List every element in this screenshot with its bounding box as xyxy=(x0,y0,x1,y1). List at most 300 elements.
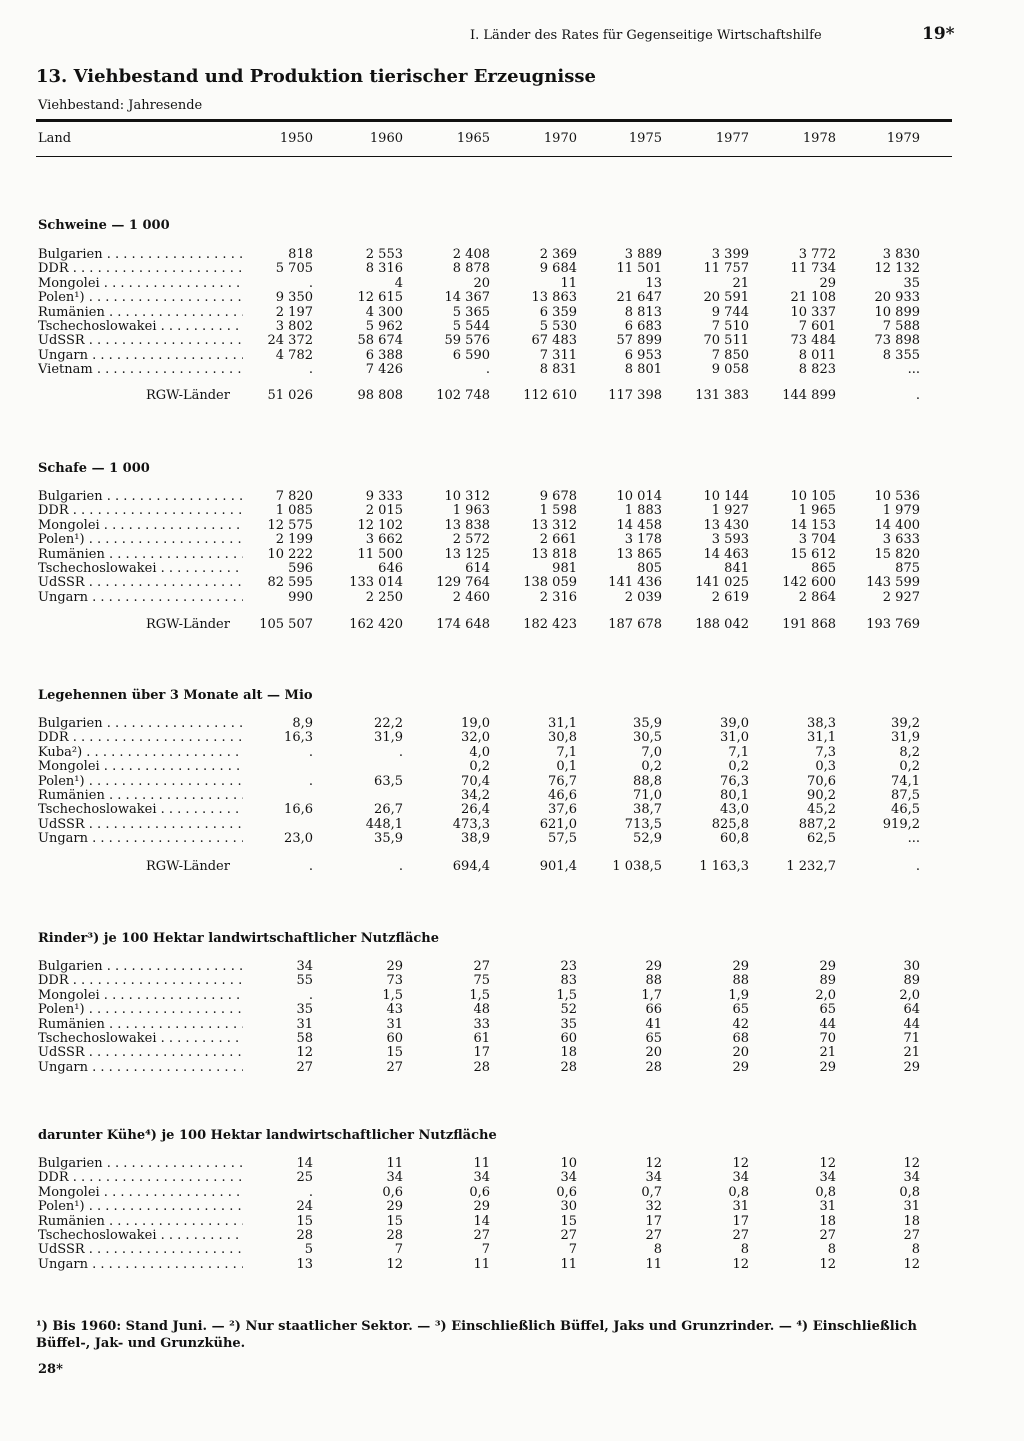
table-row xyxy=(0,1243,1024,1257)
table-cell: 596 xyxy=(288,561,313,576)
table-cell: 34 xyxy=(819,1170,836,1186)
table-cell: 1,9 xyxy=(728,987,749,1003)
table-cell: 8 831 xyxy=(539,362,577,378)
country-label: Vietnam . . . xyxy=(38,363,243,377)
table-cell: 8 801 xyxy=(624,362,662,378)
table-cell: 31,9 xyxy=(374,730,403,746)
table-cell: 3 830 xyxy=(882,247,920,262)
table-row xyxy=(0,803,1024,817)
table-cell: 3 593 xyxy=(711,532,749,548)
table-cell: 5 xyxy=(304,1242,313,1258)
table-cell: 14 367 xyxy=(444,290,490,306)
country-label: Mongolei . . . xyxy=(38,760,243,774)
table-cell: 5 365 xyxy=(452,304,490,320)
country-label: Rumänien . . . xyxy=(38,548,243,562)
country-label: Rumänien . . . xyxy=(38,306,243,320)
table-cell: . xyxy=(398,744,403,760)
table-row xyxy=(0,731,1024,745)
table-cell: 3 704 xyxy=(798,532,836,548)
table-cell: 0,7 xyxy=(641,1184,662,1200)
total-cell: . xyxy=(308,859,313,874)
table-cell: 61 xyxy=(473,1031,490,1046)
total-cell: 98 808 xyxy=(357,388,403,403)
table-cell: 818 xyxy=(288,247,313,262)
table-cell: 14 xyxy=(296,1156,313,1171)
table-cell: 34 xyxy=(903,1170,920,1186)
table-cell: 7 xyxy=(481,1242,490,1258)
table-cell: 8 316 xyxy=(365,261,403,277)
table-cell: 12 xyxy=(296,1045,313,1061)
country-label: Mongolei . . . xyxy=(38,277,243,291)
table-cell: 10 144 xyxy=(703,489,749,504)
table-cell: 3 399 xyxy=(711,247,749,262)
page-number: 19* xyxy=(922,24,955,44)
table-cell: 16,3 xyxy=(284,730,313,746)
table-cell: 45,2 xyxy=(807,802,836,818)
table-cell: 4,0 xyxy=(469,744,490,760)
table-cell: 44 xyxy=(903,1016,920,1032)
table-cell: 60,8 xyxy=(720,831,749,847)
table-cell: 2 460 xyxy=(452,589,490,605)
table-cell: 9 058 xyxy=(711,362,749,378)
country-label: Mongolei . . . xyxy=(38,519,243,533)
table-cell: 3 889 xyxy=(624,247,662,262)
table-cell: 75 xyxy=(473,973,490,989)
table-row xyxy=(0,320,1024,334)
table-cell: 90,2 xyxy=(807,788,836,803)
table-cell: 33 xyxy=(473,1016,490,1032)
table-cell: 26,4 xyxy=(461,802,490,818)
table-cell: 15 xyxy=(560,1213,577,1229)
table-cell: . xyxy=(308,773,313,789)
table-cell: 55 xyxy=(296,973,313,989)
total-label: RGW-Länder xyxy=(146,388,230,403)
table-cell: 4 782 xyxy=(275,347,313,363)
table-row xyxy=(0,775,1024,789)
table-cell: . xyxy=(485,362,490,378)
table-cell: 34 xyxy=(560,1170,577,1186)
table-cell: 5 962 xyxy=(365,319,403,334)
table-cell: 11 734 xyxy=(790,261,836,277)
table-cell: 825,8 xyxy=(711,816,749,832)
table-cell: 2 619 xyxy=(711,589,749,605)
table-row xyxy=(0,591,1024,605)
table-cell: 3 802 xyxy=(275,319,313,334)
table-cell: 12 xyxy=(819,1256,836,1272)
column-header-year: 1970 xyxy=(543,131,577,146)
table-cell: 10 222 xyxy=(267,546,313,562)
table-cell: 10 536 xyxy=(874,489,920,504)
country-label: UdSSR . . . xyxy=(38,1243,243,1257)
table-cell: 35,9 xyxy=(633,716,662,731)
total-cell: 102 748 xyxy=(436,388,490,403)
table-cell: 7,1 xyxy=(728,744,749,760)
total-cell: 1 038,5 xyxy=(612,859,662,874)
table-cell: 23 xyxy=(560,959,577,974)
table-cell: 15 820 xyxy=(874,546,920,562)
table-row xyxy=(0,291,1024,305)
table-cell: 1 979 xyxy=(882,503,920,519)
country-label: DDR . . . xyxy=(38,262,243,276)
country-label: Polen¹) . . . xyxy=(38,1200,243,1214)
table-cell: 46,6 xyxy=(548,788,577,803)
table-subtitle: Viehbestand: Jahresende xyxy=(38,98,203,113)
table-row xyxy=(0,504,1024,518)
country-label: UdSSR . . . xyxy=(38,818,243,832)
table-cell: 11 757 xyxy=(703,261,749,277)
table-cell: ... xyxy=(907,362,920,378)
table-cell: 20 591 xyxy=(703,290,749,306)
table-cell: 21 xyxy=(819,1045,836,1061)
table-cell: 8 xyxy=(911,1242,920,1258)
table-cell: 31,0 xyxy=(720,730,749,746)
table-cell: 1 085 xyxy=(275,503,313,519)
country-label: Bulgarien . . . xyxy=(38,717,243,731)
table-row xyxy=(0,818,1024,832)
table-row xyxy=(0,1157,1024,1171)
country-label: Mongolei . . . xyxy=(38,1186,243,1200)
country-label: UdSSR . . . xyxy=(38,576,243,590)
table-cell: 12 xyxy=(386,1256,403,1272)
table-cell: 29 xyxy=(903,1059,920,1075)
footnotes: ¹) Bis 1960: Stand Juni. — ²) Nur staatlicher Sektor. — ³) Einschließlich Büffel, Jaks und Grunzrinder. — ⁴) Einschließlich Büffel-, Jak- und Grunzkühe. xyxy=(36,1319,917,1351)
table-cell: 8 813 xyxy=(624,304,662,320)
table-cell: 13 863 xyxy=(531,290,577,306)
table-cell: 73 484 xyxy=(790,333,836,349)
table-cell: 141 025 xyxy=(695,575,749,591)
total-cell: 1 232,7 xyxy=(786,859,836,874)
table-cell: 2 864 xyxy=(798,589,836,605)
country-label: UdSSR . . . xyxy=(38,1046,243,1060)
table-cell: 44 xyxy=(819,1016,836,1032)
table-cell: 70,6 xyxy=(807,773,836,789)
table-row xyxy=(0,717,1024,731)
table-cell: 473,3 xyxy=(452,816,490,832)
table-row xyxy=(0,1186,1024,1200)
table-cell: 29 xyxy=(386,959,403,974)
table-cell: 646 xyxy=(378,561,403,576)
table-row xyxy=(0,989,1024,1003)
table-cell: 31 xyxy=(903,1199,920,1215)
total-cell: 51 026 xyxy=(267,388,313,403)
table-cell: 11 xyxy=(560,275,577,291)
table-cell: 9 684 xyxy=(539,261,577,277)
table-cell: 15 612 xyxy=(790,546,836,562)
table-title: 13. Viehbestand und Produktion tierischer Erzeugnisse xyxy=(36,66,596,87)
table-cell: 48 xyxy=(473,1002,490,1018)
table-cell: 27 xyxy=(645,1228,662,1243)
table-row xyxy=(0,334,1024,348)
table-cell: 27 xyxy=(386,1059,403,1075)
table-cell: 13 838 xyxy=(444,517,490,533)
table-cell: 138 059 xyxy=(523,575,577,591)
table-cell: 129 764 xyxy=(436,575,490,591)
total-cell: 105 507 xyxy=(259,617,313,632)
table-cell: 7 311 xyxy=(539,347,577,363)
total-row xyxy=(0,389,1024,403)
country-label: Mongolei . . . xyxy=(38,989,243,1003)
table-cell: 16,6 xyxy=(284,802,313,818)
country-label: Ungarn . . . xyxy=(38,1061,243,1075)
table-cell: 8 355 xyxy=(882,347,920,363)
country-label: Rumänien . . . xyxy=(38,1215,243,1229)
table-cell: 88,8 xyxy=(633,773,662,789)
table-cell: 27 xyxy=(473,959,490,974)
table-cell: 68 xyxy=(732,1031,749,1046)
table-cell: 2 015 xyxy=(365,503,403,519)
table-cell: 981 xyxy=(552,561,577,576)
table-cell: 990 xyxy=(288,589,313,605)
country-label: Bulgarien . . . xyxy=(38,490,243,504)
table-cell: 60 xyxy=(386,1031,403,1046)
table-cell: 34 xyxy=(296,959,313,974)
total-cell: 187 678 xyxy=(608,617,662,632)
table-cell: 713,5 xyxy=(624,816,662,832)
table-cell: . xyxy=(308,987,313,1003)
table-cell: 11 501 xyxy=(616,261,662,277)
table-cell: 1 883 xyxy=(624,503,662,519)
table-cell: 34,2 xyxy=(461,788,490,803)
table-cell: 76,3 xyxy=(720,773,749,789)
table-row xyxy=(0,262,1024,276)
table-row xyxy=(0,832,1024,846)
table-cell: 133 014 xyxy=(349,575,403,591)
country-label: DDR . . . xyxy=(38,731,243,745)
table-cell: 7 850 xyxy=(711,347,749,363)
table-cell: 28 xyxy=(386,1228,403,1243)
column-header-year: 1975 xyxy=(628,131,662,146)
section-title: Rinder³) je 100 Hektar landwirtschaftlicher Nutzfläche xyxy=(38,931,440,946)
table-cell: 73 898 xyxy=(874,333,920,349)
country-label: Tschechoslowakei . . . xyxy=(38,1032,243,1046)
table-cell: 12 102 xyxy=(357,517,403,533)
table-cell: 13 865 xyxy=(616,546,662,562)
table-cell: 2 553 xyxy=(365,247,403,262)
table-cell: 37,6 xyxy=(548,802,577,818)
table-cell: 7,1 xyxy=(556,744,577,760)
table-cell: 31 xyxy=(819,1199,836,1215)
table-cell: 88 xyxy=(645,973,662,989)
table-cell: 6 683 xyxy=(624,319,662,334)
table-cell: 0,2 xyxy=(469,759,490,775)
table-cell: 12 xyxy=(903,1156,920,1171)
table-cell: 31 xyxy=(732,1199,749,1215)
table-row xyxy=(0,1003,1024,1017)
table-cell: 3 662 xyxy=(365,532,403,548)
country-label: Ungarn . . . xyxy=(38,1258,243,1272)
country-label: Tschechoslowakei . . . xyxy=(38,562,243,576)
table-cell: 80,1 xyxy=(720,788,749,803)
table-cell: 10 105 xyxy=(790,489,836,504)
table-cell: 73 xyxy=(386,973,403,989)
table-cell: 14 463 xyxy=(703,546,749,562)
table-cell: 39,2 xyxy=(891,716,920,731)
table-cell: 7,3 xyxy=(815,744,836,760)
country-label: Polen¹) . . . xyxy=(38,1003,243,1017)
table-cell: 4 xyxy=(394,275,403,291)
table-cell: 24 xyxy=(296,1199,313,1215)
table-cell: 42 xyxy=(732,1016,749,1032)
table-cell: 59 576 xyxy=(444,333,490,349)
country-label: Tschechoslowakei . . . xyxy=(38,1229,243,1243)
table-cell: 875 xyxy=(895,561,920,576)
table-cell: 29 xyxy=(645,959,662,974)
table-cell: 11 xyxy=(560,1256,577,1272)
table-cell: 70,4 xyxy=(461,773,490,789)
column-header-year: 1978 xyxy=(802,131,836,146)
table-cell: 7 510 xyxy=(711,319,749,334)
table-cell: . xyxy=(308,1184,313,1200)
table-cell: 7 426 xyxy=(365,362,403,378)
table-cell: 143 599 xyxy=(866,575,920,591)
table-cell: 52 xyxy=(560,1002,577,1018)
country-label: Bulgarien . . . xyxy=(38,1157,243,1171)
table-cell: 32,0 xyxy=(461,730,490,746)
country-label: DDR . . . xyxy=(38,504,243,518)
table-cell: 65 xyxy=(819,1002,836,1018)
table-cell: 63,5 xyxy=(374,773,403,789)
table-cell: 12 xyxy=(732,1256,749,1272)
table-cell: 10 337 xyxy=(790,304,836,320)
table-cell: 11 xyxy=(473,1156,490,1171)
table-cell: 2,0 xyxy=(815,987,836,1003)
table-cell: 141 436 xyxy=(608,575,662,591)
table-cell: 0,6 xyxy=(556,1184,577,1200)
running-header: I. Länder des Rates für Gegenseitige Wirtschaftshilfe xyxy=(470,28,822,43)
table-cell: 17 xyxy=(473,1045,490,1061)
table-cell: 31 xyxy=(296,1016,313,1032)
country-label: Rumänien . . . xyxy=(38,1018,243,1032)
table-cell: 30 xyxy=(560,1199,577,1215)
table-cell: 29 xyxy=(732,959,749,974)
table-cell: 21 647 xyxy=(616,290,662,306)
column-header-year: 1977 xyxy=(715,131,749,146)
table-cell: 6 953 xyxy=(624,347,662,363)
table-cell: 614 xyxy=(465,561,490,576)
table-cell: 82 595 xyxy=(267,575,313,591)
table-cell: 28 xyxy=(560,1059,577,1075)
total-cell: 117 398 xyxy=(608,388,662,403)
table-row xyxy=(0,248,1024,262)
table-cell: 58 674 xyxy=(357,333,403,349)
table-cell: 6 359 xyxy=(539,304,577,320)
table-cell: 14 458 xyxy=(616,517,662,533)
table-cell: 1,5 xyxy=(382,987,403,1003)
table-cell: 14 xyxy=(473,1213,490,1229)
table-cell: 0,6 xyxy=(469,1184,490,1200)
table-cell: 27 xyxy=(296,1059,313,1075)
table-cell: 12 xyxy=(819,1156,836,1171)
table-cell: 25 xyxy=(296,1170,313,1186)
table-cell: 0,3 xyxy=(815,759,836,775)
table-cell: 8,2 xyxy=(899,744,920,760)
table-cell: 8,9 xyxy=(292,716,313,731)
table-cell: 14 153 xyxy=(790,517,836,533)
country-label: Bulgarien . . . xyxy=(38,960,243,974)
country-label: Ungarn . . . xyxy=(38,832,243,846)
table-cell: 6 388 xyxy=(365,347,403,363)
table-cell: 27 xyxy=(473,1228,490,1243)
table-cell: 13 312 xyxy=(531,517,577,533)
total-cell: 174 648 xyxy=(436,617,490,632)
table-cell: 20 xyxy=(473,275,490,291)
table-cell: 34 xyxy=(386,1170,403,1186)
table-cell: 8 xyxy=(653,1242,662,1258)
table-cell: 83 xyxy=(560,973,577,989)
total-cell: 901,4 xyxy=(539,859,577,874)
table-cell: 11 xyxy=(645,1256,662,1272)
table-row xyxy=(0,1200,1024,1214)
table-cell: 2 927 xyxy=(882,589,920,605)
table-row xyxy=(0,746,1024,760)
table-row xyxy=(0,576,1024,590)
table-cell: 24 372 xyxy=(267,333,313,349)
table-row xyxy=(0,960,1024,974)
table-cell: 29 xyxy=(819,275,836,291)
footer-sheet-number: 28* xyxy=(38,1362,63,1377)
table-cell: 13 818 xyxy=(531,546,577,562)
country-label: Polen¹) . . . xyxy=(38,533,243,547)
table-row xyxy=(0,1258,1024,1272)
table-cell: 865 xyxy=(811,561,836,576)
table-row xyxy=(0,1229,1024,1243)
table-cell: 20 xyxy=(732,1045,749,1061)
table-cell: . xyxy=(308,362,313,378)
table-cell: 34 xyxy=(473,1170,490,1186)
table-cell: 18 xyxy=(819,1213,836,1229)
table-cell: 18 xyxy=(560,1045,577,1061)
table-cell: 27 xyxy=(732,1228,749,1243)
table-cell: 2 316 xyxy=(539,589,577,605)
table-cell: 57 899 xyxy=(616,333,662,349)
table-cell: 71,0 xyxy=(633,788,662,803)
section-title: Schafe — 1 000 xyxy=(38,461,150,476)
table-cell: 0,2 xyxy=(899,759,920,775)
table-cell: 27 xyxy=(903,1228,920,1243)
table-cell: 62,5 xyxy=(807,831,836,847)
table-cell: 88 xyxy=(732,973,749,989)
table-cell: 29 xyxy=(732,1059,749,1075)
table-cell: 0,8 xyxy=(728,1184,749,1200)
table-cell: 65 xyxy=(645,1031,662,1046)
total-cell: . xyxy=(398,859,403,874)
table-cell: 21 xyxy=(732,275,749,291)
table-cell: 10 014 xyxy=(616,489,662,504)
table-row xyxy=(0,533,1024,547)
table-cell: 18 xyxy=(903,1213,920,1229)
header-rule-bottom xyxy=(36,156,952,157)
table-cell: 12 132 xyxy=(874,261,920,277)
table-cell: 0,6 xyxy=(382,1184,403,1200)
table-cell: 841 xyxy=(724,561,749,576)
table-cell: 31 xyxy=(386,1016,403,1032)
table-cell: 52,9 xyxy=(633,831,662,847)
table-cell: 15 xyxy=(296,1213,313,1229)
table-cell: 8 823 xyxy=(798,362,836,378)
table-cell: 2 408 xyxy=(452,247,490,262)
table-cell: 10 xyxy=(560,1156,577,1171)
total-cell: 162 420 xyxy=(349,617,403,632)
table-cell: 8 878 xyxy=(452,261,490,277)
table-cell: 32 xyxy=(645,1199,662,1215)
table-cell: 5 530 xyxy=(539,319,577,334)
table-cell: 29 xyxy=(819,1059,836,1075)
total-cell: 144 899 xyxy=(782,388,836,403)
table-cell: 64 xyxy=(903,1002,920,1018)
total-cell: 188 042 xyxy=(695,617,749,632)
table-cell: 2 661 xyxy=(539,532,577,548)
table-cell: 919,2 xyxy=(882,816,920,832)
